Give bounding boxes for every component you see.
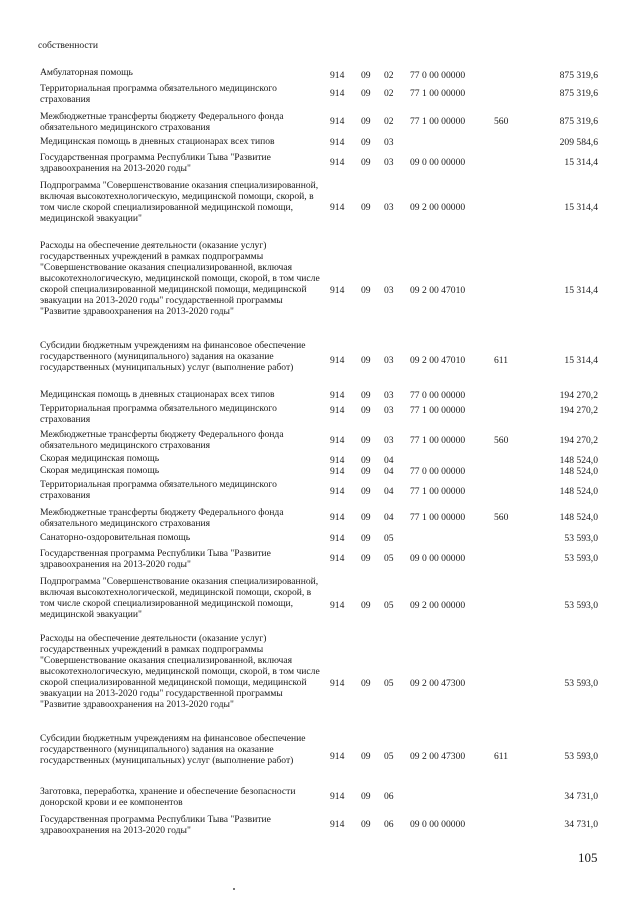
- row-description: Государственная программа Республики Тыва "Развитие здравоохранения на 2013-2020 годы": [40, 152, 271, 174]
- row-ministry-code: 914: [330, 70, 345, 81]
- row-section-code: 09: [361, 355, 371, 366]
- row-section-code: 09: [361, 533, 371, 544]
- row-amount: 53 593,0: [564, 533, 598, 544]
- row-amount: 875 319,6: [559, 116, 598, 127]
- row-subsection-code: 05: [384, 533, 394, 544]
- row-subsection-code: 06: [384, 791, 394, 802]
- row-expense-type-code: 560: [494, 116, 509, 127]
- row-subsection-code: 02: [384, 70, 394, 81]
- page-number: 105: [578, 850, 598, 865]
- row-target-article-code: 09 2 00 47300: [410, 678, 466, 689]
- row-expense-type-code: 560: [494, 512, 509, 523]
- row-section-code: 09: [361, 137, 371, 148]
- row-subsection-code: 03: [384, 157, 394, 168]
- row-section-code: 09: [361, 70, 371, 81]
- row-description: Государственная программа Республики Тыва "Развитие здравоохранения на 2013-2020 годы": [40, 814, 271, 836]
- row-expense-type-code: 611: [494, 751, 509, 762]
- row-section-code: 09: [361, 405, 371, 416]
- row-ministry-code: 914: [330, 819, 345, 830]
- row-target-article-code: 09 0 00 00000: [410, 553, 466, 564]
- row-description: Территориальная программа обязательного медицинского страхования: [40, 403, 277, 425]
- row-section-code: 09: [361, 435, 371, 446]
- row-description: Медицинская помощь в дневных стационарах всех типов: [40, 389, 275, 400]
- row-description: Санаторно-оздоровительная помощь: [40, 532, 191, 543]
- row-ministry-code: 914: [330, 678, 345, 689]
- row-ministry-code: 914: [330, 390, 345, 401]
- row-subsection-code: 03: [384, 285, 394, 296]
- row-description: Государственная программа Республики Тыва "Развитие здравоохранения на 2013-2020 годы": [40, 548, 271, 570]
- row-amount: 53 593,0: [564, 553, 598, 564]
- row-ministry-code: 914: [330, 791, 345, 802]
- row-section-code: 09: [361, 285, 371, 296]
- row-section-code: 09: [361, 791, 371, 802]
- row-target-article-code: 77 0 00 00000: [410, 70, 466, 81]
- row-ministry-code: 914: [330, 405, 345, 416]
- row-ministry-code: 914: [330, 533, 345, 544]
- row-target-article-code: 77 1 00 00000: [410, 435, 466, 446]
- row-expense-type-code: 560: [494, 435, 509, 446]
- row-ministry-code: 914: [330, 466, 345, 477]
- row-description: Подпрограмма "Совершенствование оказания специализированной, включая высокотехнологическую, медицинской помощи, скорой, в том числе скорой специализированной медицинской помощи, медицинской эвакуации": [40, 180, 319, 224]
- row-section-code: 09: [361, 600, 371, 611]
- row-description: Субсидии бюджетным учреждениям на финансовое обеспечение государственного (муниципального) задания на оказание государственных (муниципальных) услуг (выполнение работ): [40, 340, 306, 373]
- row-amount: 34 731,0: [564, 819, 598, 830]
- row-amount: 875 319,6: [559, 70, 598, 81]
- scan-speck: [233, 888, 235, 890]
- row-amount: 15 314,4: [564, 285, 598, 296]
- row-amount: 194 270,2: [559, 405, 598, 416]
- row-amount: 15 314,4: [564, 355, 598, 366]
- row-amount: 53 593,0: [564, 751, 598, 762]
- row-subsection-code: 05: [384, 553, 394, 564]
- row-ministry-code: 914: [330, 486, 345, 497]
- row-subsection-code: 03: [384, 202, 394, 213]
- row-amount: 194 270,2: [559, 390, 598, 401]
- row-section-code: 09: [361, 751, 371, 762]
- row-ministry-code: 914: [330, 202, 345, 213]
- row-expense-type-code: 611: [494, 355, 509, 366]
- row-target-article-code: 77 0 00 00000: [410, 390, 466, 401]
- row-target-article-code: 09 0 00 00000: [410, 157, 466, 168]
- row-amount: 15 314,4: [564, 202, 598, 213]
- row-amount: 148 524,0: [559, 455, 598, 466]
- row-section-code: 09: [361, 678, 371, 689]
- row-section-code: 09: [361, 455, 371, 466]
- row-section-code: 09: [361, 819, 371, 830]
- row-description: Территориальная программа обязательного медицинского страхования: [40, 83, 277, 105]
- row-ministry-code: 914: [330, 553, 345, 564]
- row-ministry-code: 914: [330, 455, 345, 466]
- row-target-article-code: 09 2 00 47010: [410, 355, 466, 366]
- row-subsection-code: 06: [384, 819, 394, 830]
- row-amount: 53 593,0: [564, 678, 598, 689]
- row-subsection-code: 03: [384, 435, 394, 446]
- row-section-code: 09: [361, 202, 371, 213]
- row-target-article-code: 77 1 00 00000: [410, 512, 466, 523]
- row-amount: 34 731,0: [564, 791, 598, 802]
- row-ministry-code: 914: [330, 512, 345, 523]
- row-target-article-code: 77 1 00 00000: [410, 88, 466, 99]
- row-section-code: 09: [361, 486, 371, 497]
- row-section-code: 09: [361, 512, 371, 523]
- row-target-article-code: 09 0 00 00000: [410, 819, 466, 830]
- row-description: Медицинская помощь в дневных стационарах всех типов: [40, 136, 275, 147]
- row-section-code: 09: [361, 88, 371, 99]
- row-description: Межбюджетные трансферты бюджету Федерального фонда обязательного медицинского страхования: [40, 111, 284, 133]
- row-description: Скорая медицинская помощь: [40, 465, 160, 476]
- row-subsection-code: 05: [384, 600, 394, 611]
- row-description: Расходы на обеспечение деятельности (оказание услуг) государственных учреждений в рамках подпрограммы "Совершенствование оказания специализированной, включая высокотехнологическую, медицинской помощи, скорой, в том числе скорой специализированной медицинской помощи, медицинской эвакуации на 2013-2020 годы" государственной программы "Развитие здравоохранения на 2013-2020 годы": [40, 240, 320, 317]
- row-subsection-code: 02: [384, 116, 394, 127]
- row-ministry-code: 914: [330, 137, 345, 148]
- row-ministry-code: 914: [330, 88, 345, 99]
- row-section-code: 09: [361, 390, 371, 401]
- row-description: Заготовка, переработка, хранение и обеспечение безопасности донорской крови и ее компонентов: [40, 786, 296, 808]
- row-amount: 148 524,0: [559, 466, 598, 477]
- row-amount: 15 314,4: [564, 157, 598, 168]
- row-subsection-code: 04: [384, 466, 394, 477]
- continuation-text: собственности: [38, 40, 99, 51]
- row-subsection-code: 04: [384, 455, 394, 466]
- row-target-article-code: 09 2 00 47010: [410, 285, 466, 296]
- row-description: Амбулаторная помощь: [40, 67, 133, 78]
- row-target-article-code: 77 1 00 00000: [410, 405, 466, 416]
- row-target-article-code: 09 2 00 47300: [410, 751, 466, 762]
- row-target-article-code: 09 2 00 00000: [410, 600, 466, 611]
- row-amount: 53 593,0: [564, 600, 598, 611]
- row-section-code: 09: [361, 466, 371, 477]
- row-description: Межбюджетные трансферты бюджету Федерального фонда обязательного медицинского страхования: [40, 507, 284, 529]
- row-section-code: 09: [361, 553, 371, 564]
- row-description: Подпрограмма "Совершенствование оказания специализированной, включая высокотехнологической, медицинской помощи, скорой, в том числе скорой специализированной медицинской помощи, медицинской эвакуации": [40, 576, 319, 620]
- row-subsection-code: 04: [384, 512, 394, 523]
- row-section-code: 09: [361, 157, 371, 168]
- row-subsection-code: 05: [384, 678, 394, 689]
- row-ministry-code: 914: [330, 600, 345, 611]
- row-amount: 875 319,6: [559, 88, 598, 99]
- row-target-article-code: 09 2 00 00000: [410, 202, 466, 213]
- row-target-article-code: 77 0 00 00000: [410, 466, 466, 477]
- row-description: Межбюджетные трансферты бюджету Федерального фонда обязательного медицинского страхования: [40, 429, 284, 451]
- row-description: Субсидии бюджетным учреждениям на финансовое обеспечение государственного (муниципального) задания на оказание государственных (муниципальных) услуг (выполнение работ): [40, 733, 306, 766]
- row-description: Территориальная программа обязательного медицинского страхования: [40, 479, 277, 501]
- row-amount: 148 524,0: [559, 512, 598, 523]
- row-section-code: 09: [361, 116, 371, 127]
- row-subsection-code: 03: [384, 405, 394, 416]
- row-ministry-code: 914: [330, 435, 345, 446]
- row-subsection-code: 05: [384, 751, 394, 762]
- row-target-article-code: 77 1 00 00000: [410, 486, 466, 497]
- row-ministry-code: 914: [330, 355, 345, 366]
- row-amount: 148 524,0: [559, 486, 598, 497]
- row-description: Скорая медицинская помощь: [40, 453, 160, 464]
- row-amount: 194 270,2: [559, 435, 598, 446]
- row-ministry-code: 914: [330, 116, 345, 127]
- row-description: Расходы на обеспечение деятельности (оказание услуг) государственных учреждений в рамках подпрограммы "Совершенствование оказания специализированной, включая высокотехнологическую, медицинской помощи, скорой, в том числе скорой специализированной медицинской помощи, медицинской эвакуации на 2013-2020 годы" государственной программы "Развитие здравоохранения на 2013-2020 годы": [40, 633, 320, 710]
- row-subsection-code: 03: [384, 137, 394, 148]
- row-ministry-code: 914: [330, 285, 345, 296]
- row-amount: 209 584,6: [559, 137, 598, 148]
- row-ministry-code: 914: [330, 157, 345, 168]
- row-target-article-code: 77 1 00 00000: [410, 116, 466, 127]
- row-subsection-code: 02: [384, 88, 394, 99]
- row-ministry-code: 914: [330, 751, 345, 762]
- row-subsection-code: 03: [384, 355, 394, 366]
- row-subsection-code: 03: [384, 390, 394, 401]
- row-subsection-code: 04: [384, 486, 394, 497]
